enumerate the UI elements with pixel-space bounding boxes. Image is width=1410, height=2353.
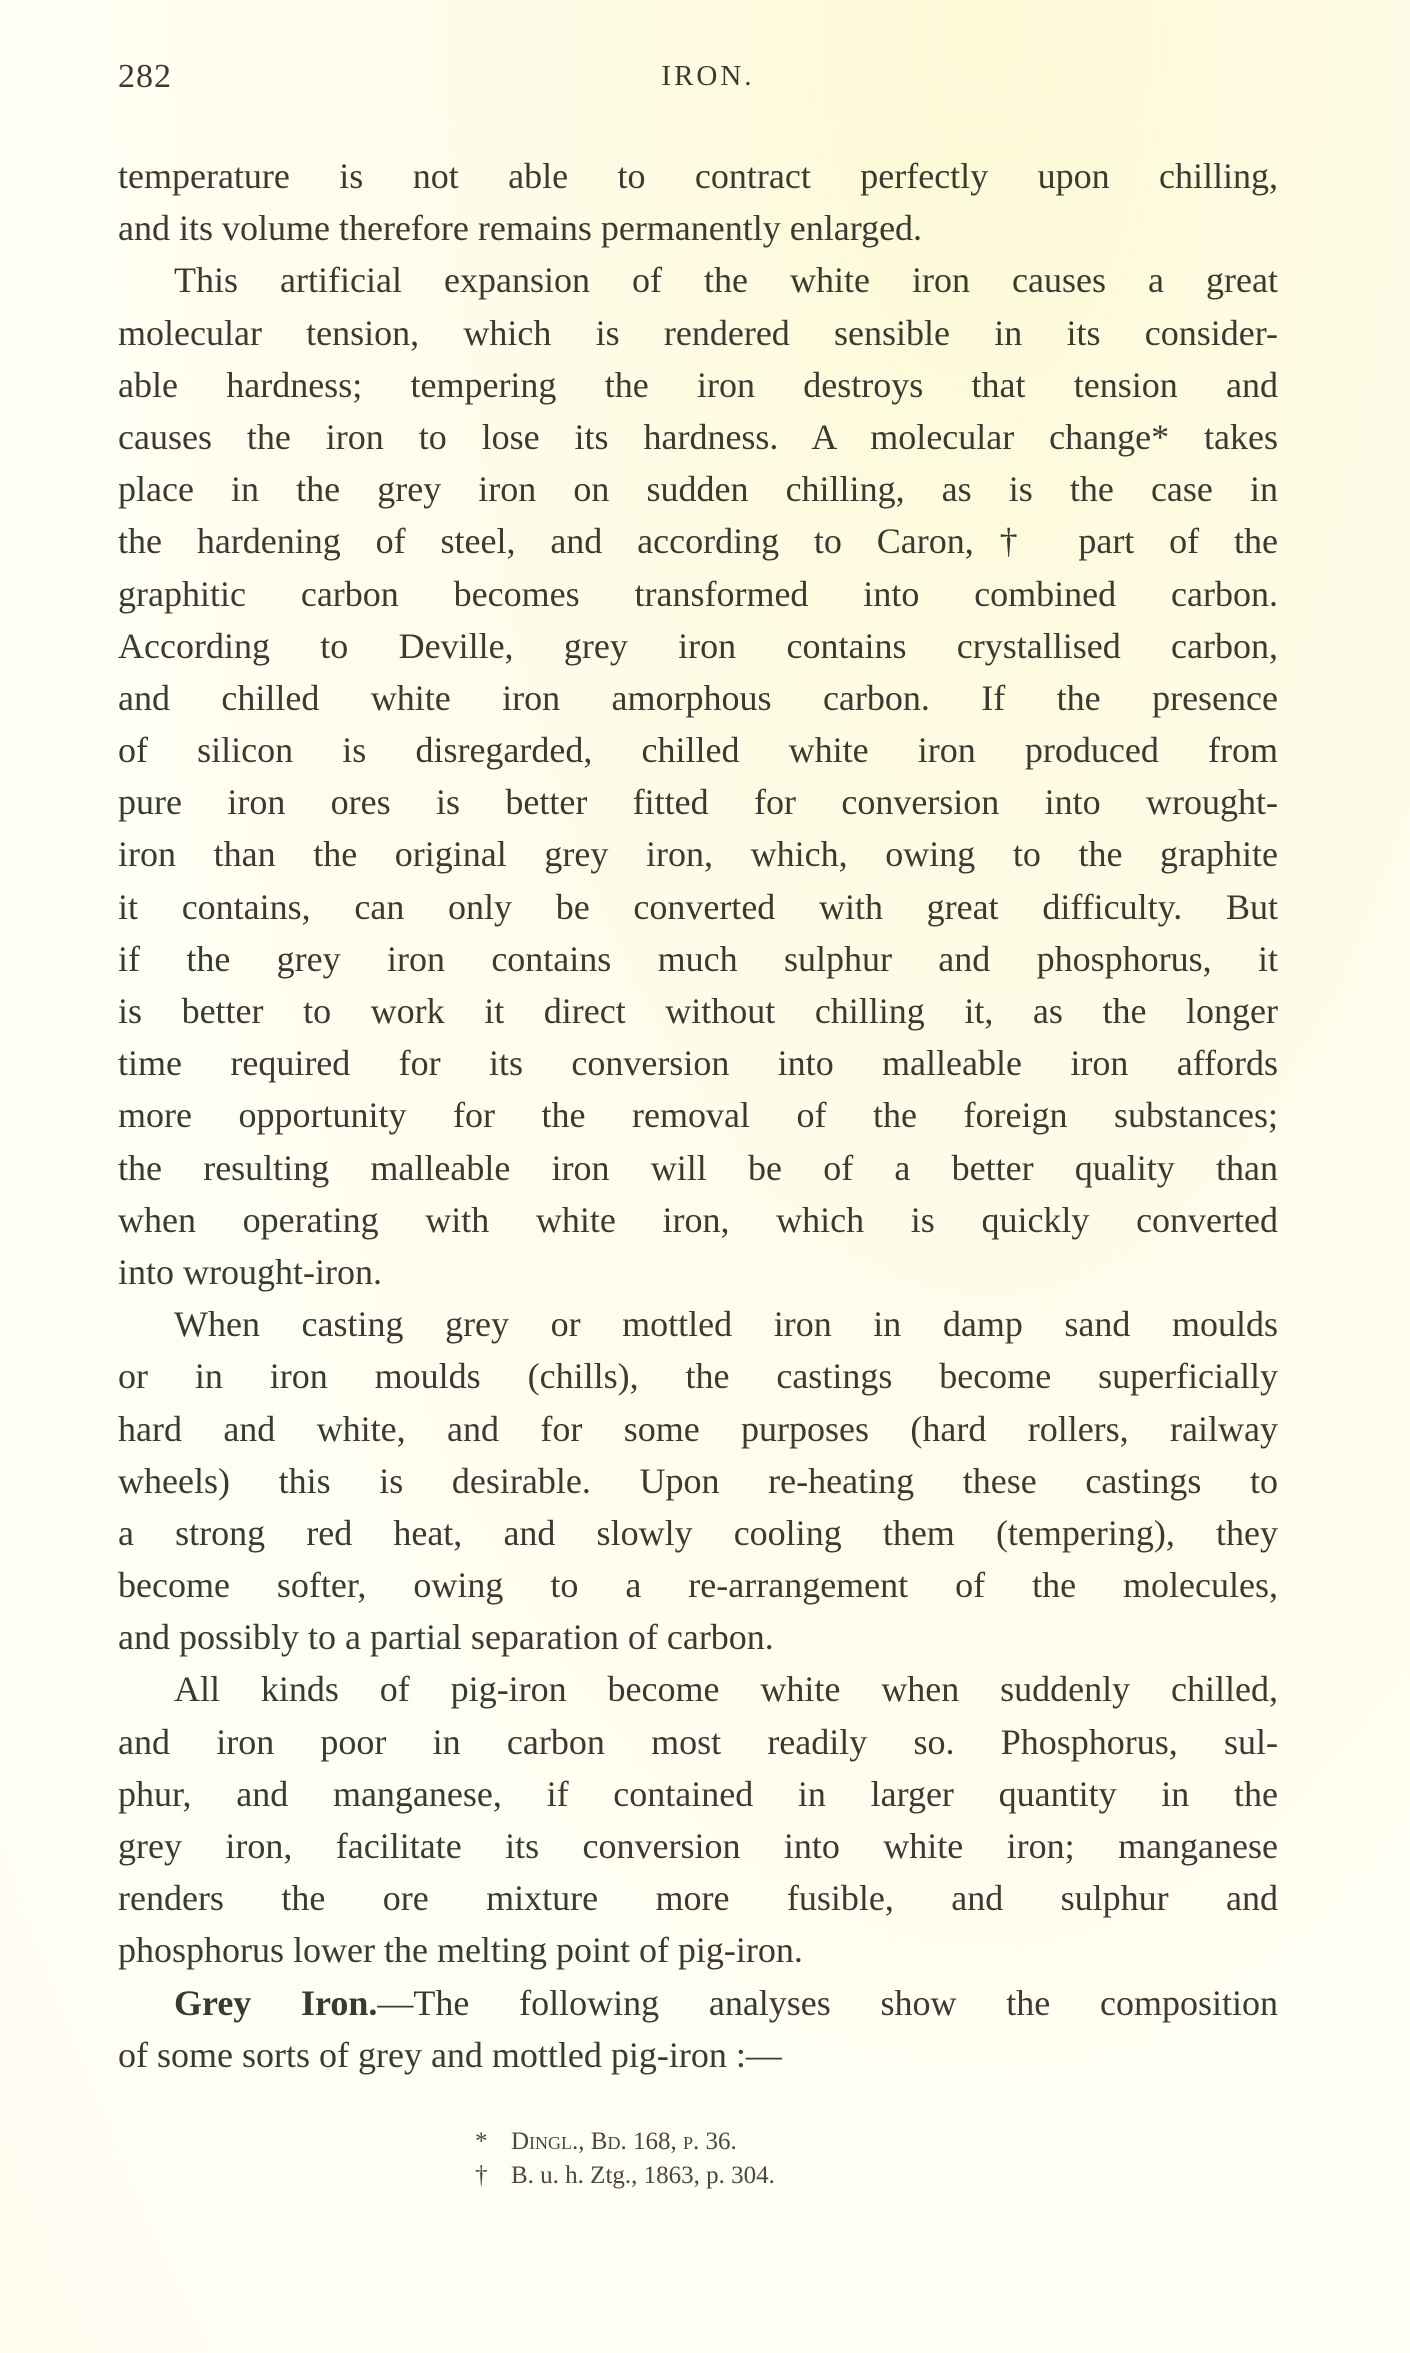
- text-line: if the grey iron contains much sulphur and phosphorus, it: [118, 938, 1278, 979]
- text-line: pure iron ores is better fitted for conversion into wrought-: [118, 782, 1278, 823]
- footnote-text: Dingl., Bd. 168, p. 36.: [511, 2128, 737, 2155]
- footnote-mark: †: [475, 2162, 488, 2189]
- page-header: [118, 58, 1278, 108]
- text-line: [118, 1977, 1278, 2029]
- text-line: of silicon is disregarded, chilled white iron produced from: [118, 730, 1278, 771]
- text-line: more opportunity for the removal of the foreign substances;: [118, 1095, 1278, 1136]
- footnote-text: B. u. h. Ztg., 1863, p. 304.: [511, 2162, 775, 2189]
- text-line: it contains, can only be converted with great difficulty. But: [118, 886, 1278, 927]
- text-line: temperature is not able to contract perfectly upon chilling,: [118, 156, 1278, 196]
- text-line: the hardening of steel, and according to Caron,† part of the: [118, 521, 1278, 562]
- footnotes: [475, 2125, 775, 2193]
- section-heading-grey-iron: Grey Iron.: [174, 1983, 378, 2023]
- text-line: the resulting malleable iron will be of a better quality than: [118, 1147, 1278, 1188]
- text-line: into wrought-iron.: [118, 1251, 382, 1292]
- text-line: This artificial expansion of the white iron causes a great: [174, 260, 1278, 301]
- text-line: able hardness; tempering the iron destroys that tension and: [118, 364, 1278, 405]
- text-line: wheels) this is desirable. Upon re-heating these castings to: [118, 1460, 1278, 1501]
- text-line: or in iron moulds (chills), the castings become superficially: [118, 1356, 1278, 1397]
- text-line: All kinds of pig-iron become white when suddenly chilled,: [174, 1669, 1278, 1710]
- text-line: causes the iron to lose its hardness. A molecular change* takes: [118, 416, 1278, 457]
- text-line: When casting grey or mottled iron in damp sand moulds: [174, 1304, 1278, 1345]
- text-line: graphitic carbon becomes transformed into combined carbon.: [118, 573, 1278, 614]
- footnote: [475, 2125, 775, 2159]
- text-line: and possibly to a partial separation of carbon.: [118, 1617, 774, 1658]
- text-line: grey iron, facilitate its conversion into white iron; manganese: [118, 1826, 1278, 1866]
- text-line: place in the grey iron on sudden chilling, as is the case in: [118, 469, 1278, 510]
- text-line: of some sorts of grey and mottled pig-iron :—: [118, 2035, 782, 2076]
- running-head: IRON.: [661, 60, 755, 92]
- text-line: a strong red heat, and slowly cooling them (tempering), they: [118, 1512, 1278, 1553]
- text-line: become softer, owing to a re-arrangement of the molecules,: [118, 1565, 1278, 1606]
- body-text: [118, 150, 1278, 1977]
- text-line: when operating with white iron, which is quickly converted: [118, 1199, 1278, 1240]
- text-line-content: —The following analyses show the composition: [377, 1983, 1278, 2023]
- text-line: and iron poor in carbon most readily so. Phosphorus, sul-: [118, 1721, 1278, 1762]
- text-line: phosphorus lower the melting point of pig-iron.: [118, 1930, 803, 1971]
- text-line: hard and white, and for some purposes (hard rollers, railway: [118, 1408, 1278, 1449]
- text-line: and chilled white iron amorphous carbon. If the presence: [118, 677, 1278, 718]
- text-line: renders the ore mixture more fusible, and sulphur and: [118, 1878, 1278, 1919]
- text-line: phur, and manganese, if contained in larger quantity in the: [118, 1773, 1278, 1814]
- footnote: [475, 2159, 775, 2193]
- footnote-mark: *: [475, 2128, 488, 2155]
- text-line: is better to work it direct without chilling it, as the longer: [118, 991, 1278, 1031]
- text-line: According to Deville, grey iron contains crystallised carbon,: [118, 625, 1278, 666]
- grey-iron-paragraph: [118, 1977, 1278, 2081]
- text-line: and its volume therefore remains permanently enlarged.: [118, 208, 923, 249]
- page-number: 282: [118, 58, 172, 95]
- text-line: iron than the original grey iron, which, owing to the graphite: [118, 834, 1278, 875]
- text-line: time required for its conversion into malleable iron affords: [118, 1043, 1278, 1084]
- text-line: molecular tension, which is rendered sensible in its consider-: [118, 312, 1278, 353]
